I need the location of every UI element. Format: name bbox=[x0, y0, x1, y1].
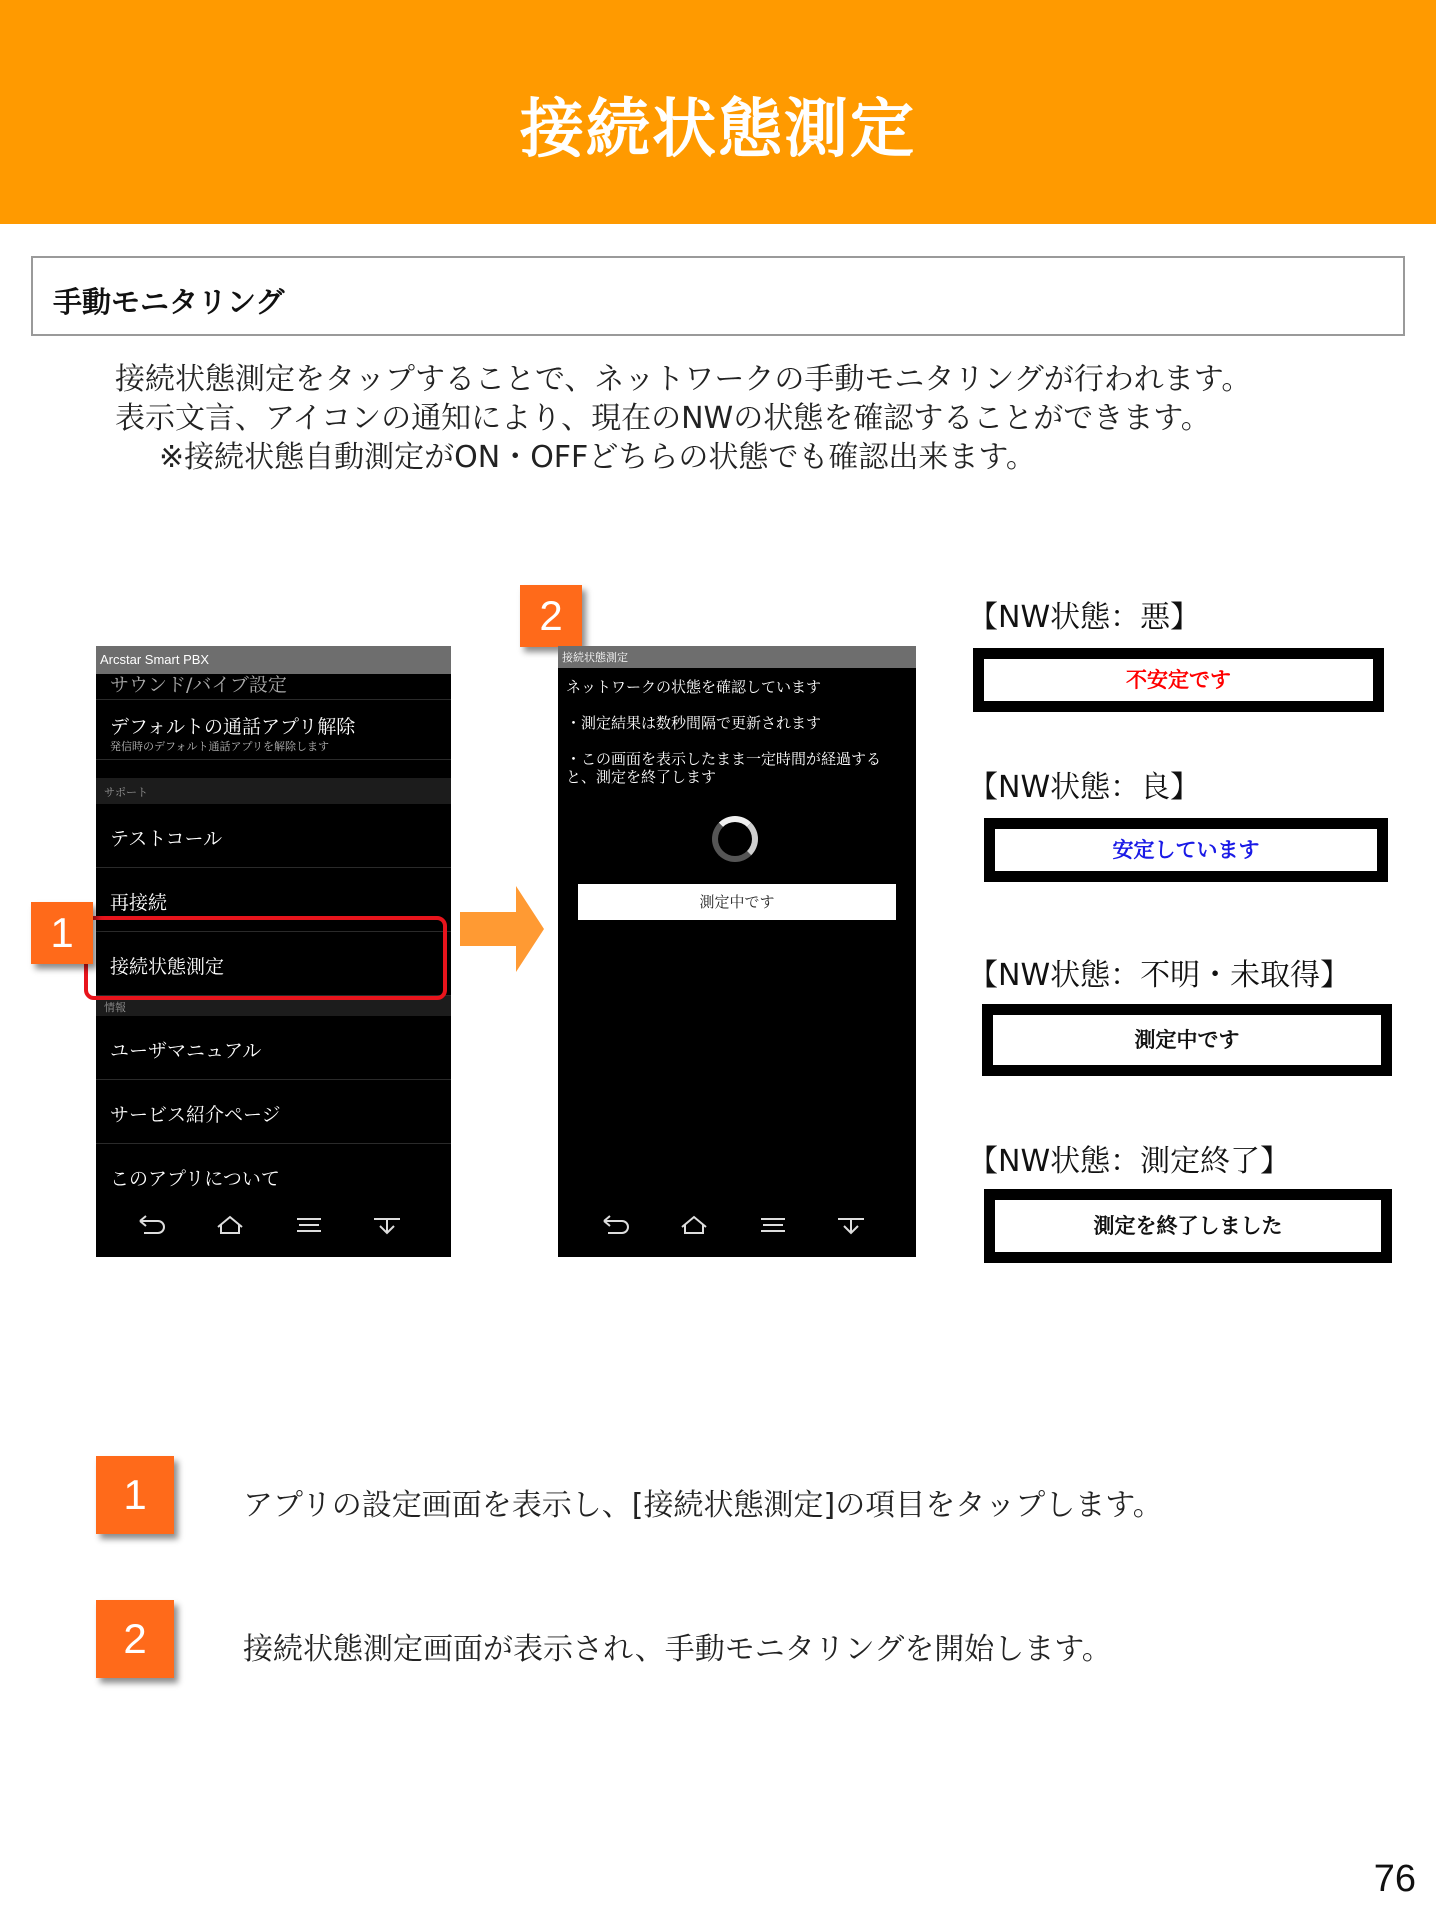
collapse-icon[interactable] bbox=[370, 1211, 404, 1239]
section-heading-box bbox=[31, 256, 1405, 336]
nw-state-box-bad: 不安定です bbox=[973, 648, 1384, 712]
note-timeout-2: と、測定を終了します bbox=[566, 768, 717, 786]
connection-test-screenshot bbox=[558, 646, 916, 1257]
back-icon[interactable] bbox=[134, 1211, 168, 1239]
note-timeout-1: ・この画面を表示したまま一定時間が経過する bbox=[566, 750, 882, 768]
back-icon[interactable] bbox=[598, 1211, 632, 1239]
settings-item-label: 再接続 bbox=[110, 892, 168, 914]
settings-item-label: ユーザマニュアル bbox=[110, 1040, 262, 1062]
nw-state-label-bad: 【NW状態：悪】 bbox=[968, 600, 1201, 635]
settings-item-about[interactable] bbox=[96, 1144, 451, 1196]
settings-item-label: サービス紹介ページ bbox=[110, 1104, 281, 1126]
nw-state-label-finished: 【NW状態：測定終了】 bbox=[968, 1144, 1291, 1179]
android-nav-bar bbox=[558, 1197, 916, 1257]
step-badge-1: 1 bbox=[31, 902, 93, 964]
settings-item-label: デフォルトの通話アプリ解除 bbox=[110, 716, 356, 738]
checking-text: ネットワークの状態を確認しています bbox=[566, 678, 822, 696]
step-2-text: 接続状態測定画面が表示され、手動モニタリングを開始します。 bbox=[243, 1632, 1112, 1667]
step-1-number: 1 bbox=[96, 1456, 174, 1534]
page-title: 接続状態測定 bbox=[520, 93, 916, 167]
tap-highlight bbox=[84, 916, 447, 1000]
nw-state-box-unknown: 測定中です bbox=[982, 1004, 1392, 1076]
settings-item-default-dialer[interactable] bbox=[96, 700, 451, 760]
intro-line-1: 接続状態測定をタップすることで、ネットワークの手動モニタリングが行われます。 bbox=[115, 362, 1252, 397]
home-icon[interactable] bbox=[677, 1211, 711, 1239]
intro-text bbox=[115, 360, 1251, 477]
intro-line-2: 表示文言、アイコンの通知により、現在のNWの状態を確認することができます。 bbox=[115, 401, 1211, 436]
nw-state-box-finished: 測定を終了しました bbox=[984, 1189, 1392, 1263]
settings-item-sound[interactable] bbox=[96, 666, 451, 700]
settings-item-label: このアプリについて bbox=[110, 1168, 280, 1190]
loading-spinner-icon bbox=[712, 816, 758, 862]
settings-item-label: 接続状態測定 bbox=[110, 956, 225, 978]
category-support: サポート bbox=[96, 778, 451, 804]
page-number: 76 bbox=[1373, 1858, 1416, 1900]
step-2-number: 2 bbox=[96, 1600, 174, 1678]
settings-item-service-page[interactable] bbox=[96, 1080, 451, 1144]
settings-item-label: サウンド/バイブ設定 bbox=[110, 674, 287, 696]
nw-state-label-unknown: 【NW状態：不明・未取得】 bbox=[968, 958, 1351, 993]
android-nav-bar bbox=[96, 1197, 451, 1257]
home-icon[interactable] bbox=[213, 1211, 247, 1239]
category-info: 情報 bbox=[96, 996, 451, 1016]
settings-item-sub: 発信時のデフォルト通話アプリを解除します bbox=[110, 740, 330, 753]
nw-state-box-good: 安定しています bbox=[984, 818, 1388, 882]
screen-title-bar: 接続状態測定 bbox=[558, 646, 916, 668]
measurement-status: 測定中です bbox=[578, 884, 896, 920]
collapse-icon[interactable] bbox=[834, 1211, 868, 1239]
page-header bbox=[0, 0, 1436, 224]
settings-item-test-call[interactable] bbox=[96, 804, 451, 868]
right-arrow-icon bbox=[460, 886, 544, 972]
step-1-text: アプリの設定画面を表示し、[接続状態測定]の項目をタップします。 bbox=[243, 1488, 1163, 1523]
intro-line-3: ※接続状態自動測定がON・OFFどちらの状態でも確認出来ます。 bbox=[159, 440, 1036, 475]
menu-icon[interactable] bbox=[756, 1211, 790, 1239]
menu-icon[interactable] bbox=[292, 1211, 326, 1239]
step-badge-2: 2 bbox=[520, 585, 582, 647]
settings-item-label: テストコール bbox=[110, 828, 223, 850]
app-title-bar: Arcstar Smart PBX bbox=[96, 646, 451, 674]
note-interval: ・測定結果は数秒間隔で更新されます bbox=[566, 714, 822, 732]
nw-state-label-good: 【NW状態：良】 bbox=[968, 770, 1201, 805]
section-title: 手動モニタリング bbox=[53, 285, 285, 319]
settings-item-manual[interactable] bbox=[96, 1016, 451, 1080]
